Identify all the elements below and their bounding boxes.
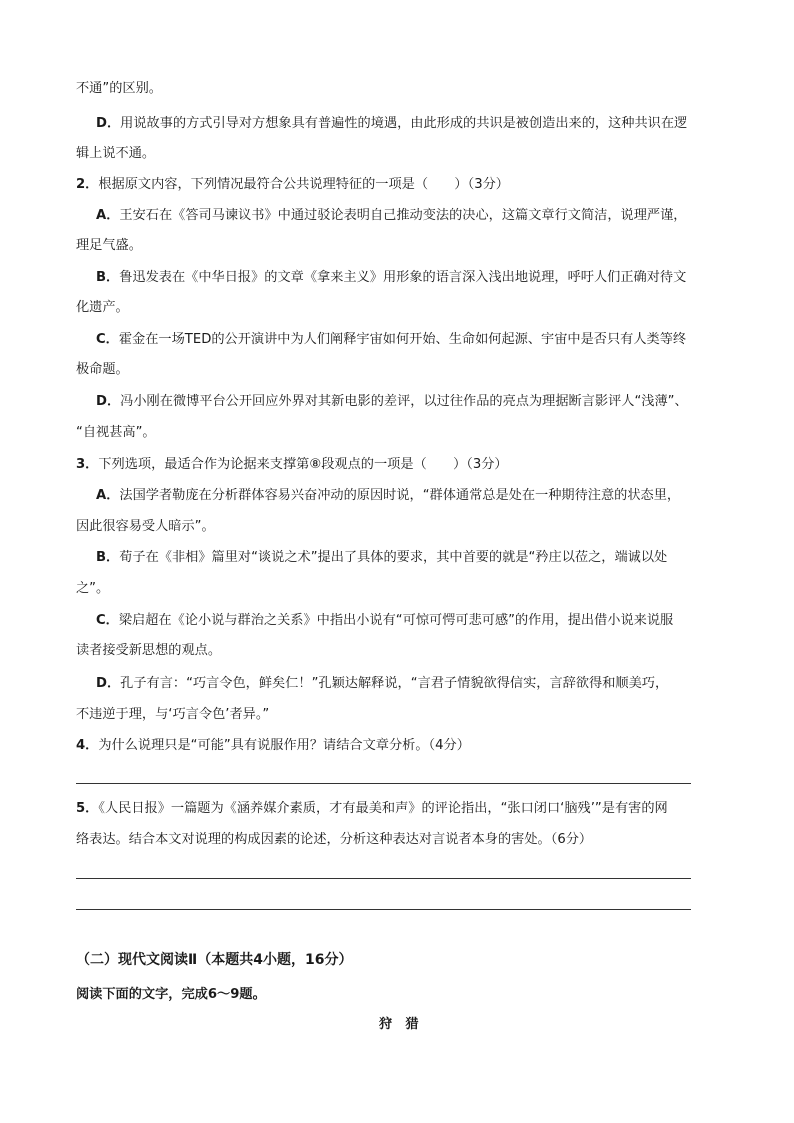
option-label: D． bbox=[96, 676, 121, 691]
option-text: 孔子有言：“巧言令色，鲜矣仁！”孔颖达解释说，“言君子情貌欲得信实，言辞欲得和顺美巧， bbox=[120, 676, 669, 691]
q5-stem-line1 bbox=[76, 800, 668, 818]
passage-title: 狩 猎 bbox=[379, 1017, 419, 1032]
q3-stem bbox=[76, 456, 508, 474]
option-text: 霍金在一场TED的公开演讲中为人们阐释宇宙如何开始、生命如何起源、宇宙中是否只有人类等终 bbox=[118, 332, 687, 347]
option-text: 荀子在《非相》篇里对“谈说之术”提出了具体的要求，其中首要的就是“矜庄以莅之，端诚以处 bbox=[119, 550, 668, 565]
q3-option-c-line1 bbox=[96, 612, 673, 630]
q4-answer-line bbox=[76, 783, 691, 784]
question-text: 《人民日报》一篇题为《涵养媒介素质，才有最美和声》的评论指出，“张口闭口‘脑残’”是有害的网 bbox=[98, 801, 668, 816]
option-label: B． bbox=[96, 550, 120, 565]
option-label: C． bbox=[96, 332, 119, 347]
q4-stem bbox=[76, 737, 470, 755]
q3-option-b-line1 bbox=[96, 549, 667, 567]
q3-option-b-line2: 之”。 bbox=[76, 581, 110, 596]
option-text: 梁启超在《论小说与群治之关系》中指出小说有“可惊可愕可悲可感”的作用，提出借小说来说服 bbox=[118, 613, 674, 628]
section-instruction: 阅读下面的文字，完成6～9题。 bbox=[76, 987, 266, 1002]
q1-option-d-line2: 辑上说不通。 bbox=[76, 146, 156, 161]
option-text: 鲁迅发表在《中华日报》的文章《拿来主义》用形象的语言深入浅出地说理，呼吁人们正确对待文 bbox=[119, 270, 687, 285]
question-text: 为什么说理只是“可能”具有说服作用？请结合文章分析。（4分） bbox=[98, 738, 470, 753]
option-text: 冯小刚在微博平台公开回应外界对其新电影的差评，以过往作品的亮点为理据断言影评人“浅薄”、 bbox=[120, 394, 688, 409]
question-text: 根据原文内容，下列情况最符合公共说理特征的一项是（ ）（3分） bbox=[98, 177, 509, 192]
option-label: D． bbox=[96, 116, 121, 131]
option-label: A． bbox=[96, 208, 120, 223]
q5-answer-line-2 bbox=[76, 909, 691, 910]
q3-option-d-line2: 不违逆于理，与‘巧言令色’者异。” bbox=[76, 707, 270, 722]
q5-answer-line-1 bbox=[76, 878, 691, 879]
option-text: 法国学者勒庞在分析群体容易兴奋冲动的原因时说，“群体通常总是处在一种期待注意的状态里， bbox=[119, 488, 681, 503]
option-text: 用说故事的方式引导对方想象具有普遍性的境遇，由此形成的共识是被创造出来的，这种共识在逻 bbox=[120, 116, 688, 131]
question-number: 3． bbox=[76, 457, 99, 472]
option-text: 王安石在《答司马谏议书》中通过驳论表明自己推动变法的决心，这篇文章行文简洁，说理严谨， bbox=[119, 208, 687, 223]
q3-option-d-line1 bbox=[96, 675, 668, 693]
question-number: 5． bbox=[76, 801, 99, 816]
q2-option-c-line1 bbox=[96, 331, 686, 349]
option-label: C． bbox=[96, 613, 119, 628]
q2-option-b-line2: 化遗产。 bbox=[76, 300, 129, 315]
q3-option-c-line2: 读者接受新思想的观点。 bbox=[76, 643, 222, 658]
option-label: D． bbox=[96, 394, 121, 409]
q2-option-a-line2: 理足气盛。 bbox=[76, 238, 142, 253]
q3-option-a-line1 bbox=[96, 487, 680, 505]
q2-option-b-line1 bbox=[96, 269, 686, 287]
q1-option-c-end: 不通”的区别。 bbox=[76, 81, 162, 96]
q2-option-c-line2: 极命题。 bbox=[76, 362, 129, 377]
q2-option-d-line1 bbox=[96, 393, 688, 411]
q5-stem-line2: 络表达。结合本文对说理的构成因素的论述，分析这种表达对言说者本身的害处。（6分） bbox=[76, 832, 593, 847]
q2-stem bbox=[76, 176, 509, 194]
option-label: B． bbox=[96, 270, 120, 285]
section-heading: （二）现代文阅读Ⅱ（本题共4小题，16分） bbox=[76, 952, 353, 968]
option-label: A． bbox=[96, 488, 120, 503]
question-number: 4． bbox=[76, 738, 99, 753]
q2-option-d-line2: “自视甚高”。 bbox=[76, 425, 156, 440]
q2-option-a-line1 bbox=[96, 207, 686, 225]
question-number: 2． bbox=[76, 177, 99, 192]
q1-option-d-line1 bbox=[96, 115, 687, 133]
question-text: 下列选项，最适合作为论据来支撑第⑧段观点的一项是（ ）（3分） bbox=[98, 457, 508, 472]
q3-option-a-line2: 因此很容易受人暗示”。 bbox=[76, 519, 215, 534]
